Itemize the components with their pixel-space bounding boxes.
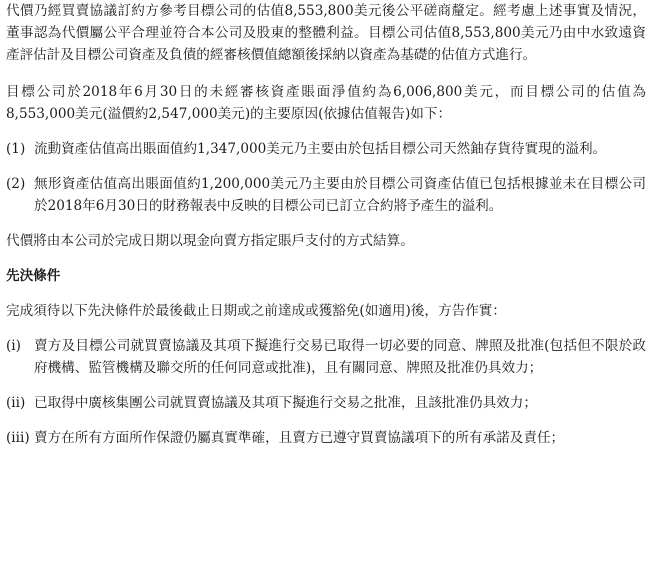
- list-item-number: (1): [6, 141, 26, 157]
- condition-text: 賣方在所有方面所作保證仍屬真實準確，且賣方已遵守買賣協議項下的所有承諾及責任；: [34, 430, 565, 446]
- condition-text: 已取得中廣核集團公司就買賣協議及其項下擬進行交易之批准，且該批准仍具效力；: [34, 395, 537, 411]
- spacer: [6, 414, 646, 427]
- list-item-1: [6, 138, 646, 160]
- condition-number: (i): [6, 338, 21, 354]
- spacer: [6, 125, 646, 138]
- spacer: [6, 322, 646, 335]
- conditions-intro: 完成須待以下先決條件於最後截止日期或之前達成或獲豁免(如適用)後，方告作實：: [6, 303, 506, 319]
- premium-reason-paragraph: 目標公司於2018年6月30日的未經審核資產賬面淨值約為6,006,800美元，而目標公司的估值為8,553,000美元(溢價約2,547,000美元)的主要原因(依據估值報告)如下：: [6, 84, 646, 122]
- settlement-paragraph: 代價將由本公司於完成日期以現金向賣方指定賬戶支付的方式結算。: [6, 233, 414, 249]
- list-item-text: 無形資產估值高出賬面值約1,200,000美元乃主要由於目標公司資產估值已包括根據並未在目標公司於2018年6月30日的財務報表中反映的目標公司已訂立合約將予產生的溢利。: [34, 176, 646, 214]
- condition-number: (iii): [6, 430, 30, 446]
- condition-item-3: [6, 427, 646, 449]
- spacer: [6, 66, 646, 81]
- condition-item-1: [6, 335, 646, 379]
- document-page: [6, 0, 646, 449]
- condition-item-2: [6, 392, 646, 414]
- spacer: [6, 287, 646, 300]
- list-item-2: [6, 173, 646, 217]
- condition-number: (ii): [6, 395, 26, 411]
- spacer: [6, 217, 646, 230]
- spacer: [6, 252, 646, 265]
- condition-text: 賣方及目標公司就買賣協議及其項下擬進行交易已取得一切必要的同意、牌照及批准(包括但不限於政府機構、監管機構及聯交所的任何同意或批准)，且有關同意、牌照及批准仍具效力；: [34, 338, 646, 376]
- spacer: [6, 379, 646, 392]
- list-item-number: (2): [6, 176, 26, 192]
- spacer: [6, 160, 646, 173]
- valuation-paragraph: 代價乃經買賣協議訂約方參考目標公司的估值8,553,800美元後公平磋商釐定。經考慮上述事實及情況，董事認為代價屬公平合理並符合本公司及股東的整體利益。目標公司估值8,553,800美元乃由中水致遠資產評估計及目標公司資產及負債的經審核價值總額後採納以資產為基礎的估值方式進行。: [6, 3, 646, 63]
- list-item-text: 流動資產估值高出賬面值約1,347,000美元乃主要由於包括目標公司天然鈾存貨待實現的溢利。: [34, 141, 607, 157]
- section-heading: 先決條件: [6, 268, 61, 284]
